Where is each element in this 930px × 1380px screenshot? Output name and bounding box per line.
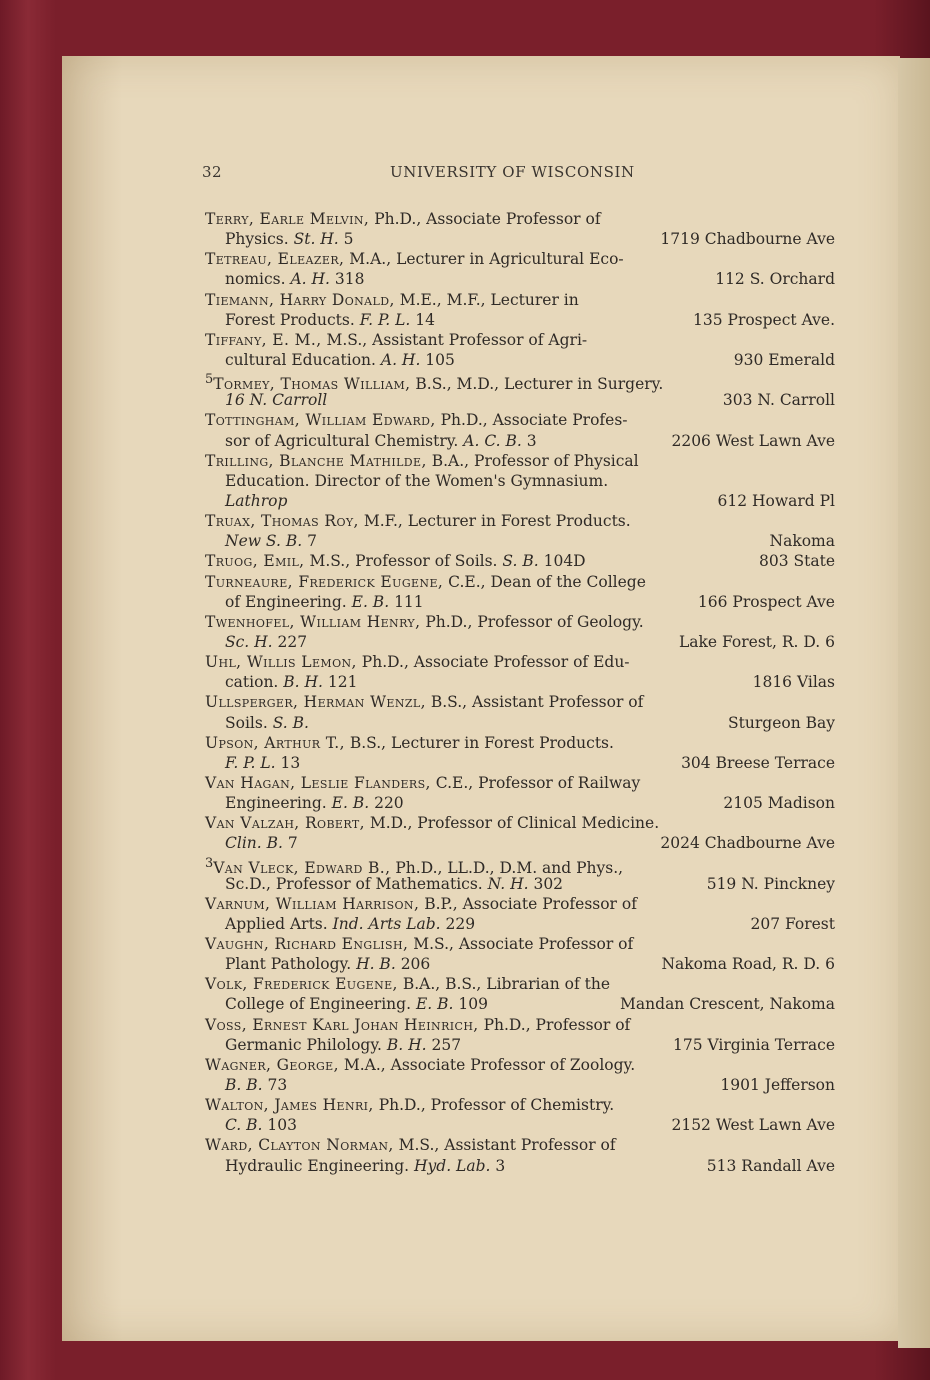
home-address: 2206 West Lawn Ave bbox=[671, 431, 835, 450]
entry-text bbox=[205, 1135, 616, 1155]
home-address: 519 N. Pinckney bbox=[706, 874, 835, 893]
footnote-marker: 3 bbox=[205, 855, 214, 871]
entry-name-line bbox=[205, 974, 835, 994]
entry-text bbox=[205, 934, 633, 954]
entry-text bbox=[225, 874, 563, 894]
entry-text bbox=[205, 894, 637, 914]
entry-text bbox=[225, 632, 307, 652]
entry-text bbox=[225, 310, 435, 330]
home-address: 2152 West Lawn Ave bbox=[671, 1116, 835, 1135]
person-name: Tiemann, Harry Donald, bbox=[205, 290, 395, 309]
entry-detail-line bbox=[205, 350, 835, 370]
entry-detail-line bbox=[205, 491, 835, 511]
person-name: Van Hagan, Leslie Flanders, bbox=[205, 773, 431, 792]
entry-text bbox=[205, 572, 646, 592]
office-room: 13 bbox=[275, 753, 301, 772]
office-room: 121 bbox=[323, 673, 358, 692]
entry-text bbox=[225, 491, 287, 511]
entry-text bbox=[225, 431, 537, 451]
entry-text bbox=[205, 551, 586, 571]
entry-text bbox=[225, 592, 424, 612]
home-address: 930 Emerald bbox=[733, 350, 835, 369]
entry-name-line bbox=[205, 894, 835, 914]
office-building: Hyd. Lab. bbox=[414, 1156, 491, 1175]
page-header bbox=[200, 160, 840, 186]
entry-detail-line bbox=[205, 713, 835, 733]
entry-detail-line bbox=[205, 471, 835, 491]
office-building: F. P. L. bbox=[359, 310, 411, 329]
entry-name-line bbox=[205, 733, 835, 753]
title-text: M.S., Professor of Soils. bbox=[304, 552, 503, 571]
entry-text bbox=[205, 652, 630, 672]
entry-text bbox=[225, 390, 327, 410]
office-room: 7 bbox=[282, 834, 298, 853]
home-address: 803 State bbox=[758, 552, 835, 571]
detail-text: Physics. bbox=[225, 230, 289, 249]
office-room: 220 bbox=[369, 794, 404, 813]
entry-name-line bbox=[205, 572, 835, 592]
entry-text bbox=[205, 813, 659, 833]
person-name: Varnum, William Harrison, bbox=[205, 894, 420, 913]
title-text: B.S., Lecturer in Forest Products. bbox=[344, 733, 614, 752]
entry-text bbox=[225, 793, 404, 813]
entry-name-line bbox=[205, 451, 835, 471]
entry-text bbox=[225, 1035, 461, 1055]
home-address: 1719 Chadbourne Ave bbox=[660, 230, 835, 249]
office-room: 227 bbox=[272, 632, 308, 651]
detail-text: Plant Pathology. bbox=[225, 955, 352, 974]
person-name: Terry, Earle Melvin, bbox=[205, 210, 370, 228]
entry-name-line bbox=[205, 290, 835, 310]
home-address: 1816 Vilas bbox=[752, 673, 835, 692]
title-text: M.D., Professor of Clinical Medicine. bbox=[364, 814, 660, 833]
detail-text: nomics. bbox=[225, 270, 286, 289]
office-room: 73 bbox=[262, 1076, 288, 1095]
office-room: 5 bbox=[338, 230, 354, 249]
office-building: B. H. bbox=[386, 1035, 427, 1054]
person-name: Volk, Frederick Eugene, bbox=[205, 975, 398, 994]
entry-detail-line bbox=[205, 672, 835, 692]
entry-detail-line bbox=[205, 229, 835, 249]
person-name: Tiffany, E. M., bbox=[205, 330, 322, 349]
office-room: 7 bbox=[302, 532, 317, 551]
title-text: M.A., Lecturer in Agricultural Eco- bbox=[344, 250, 624, 269]
title-text: B.P., Associate Professor of bbox=[419, 894, 637, 913]
office-building: S. B. bbox=[502, 552, 539, 571]
faculty-directory-list bbox=[205, 209, 835, 1176]
detail-text: of Engineering. bbox=[225, 592, 347, 611]
entry-detail-line bbox=[205, 531, 835, 551]
entry-detail-line bbox=[205, 269, 835, 289]
office-building: 16 N. Carroll bbox=[225, 391, 328, 410]
entry-text bbox=[205, 451, 639, 471]
office-building: Lathrop bbox=[225, 491, 288, 510]
person-name: Trilling, Blanche Mathilde, bbox=[205, 451, 427, 470]
home-address: 166 Prospect Ave bbox=[697, 592, 835, 611]
office-building: A. C. B. bbox=[463, 431, 522, 450]
detail-text: Sc.D., Professor of Mathematics. bbox=[225, 874, 483, 893]
office-room: 318 bbox=[329, 270, 365, 289]
person-name: Wagner, George, bbox=[205, 1055, 339, 1074]
home-address: 612 Howard Pl bbox=[717, 491, 835, 510]
page-gutter-shadow bbox=[62, 56, 122, 1341]
entry-name-line bbox=[205, 813, 835, 833]
office-building: B. H. bbox=[283, 673, 323, 692]
entry-text bbox=[205, 410, 628, 430]
detail-text: Germanic Philology. bbox=[225, 1035, 382, 1054]
office-building: F. P. L. bbox=[225, 753, 276, 772]
entry-text bbox=[205, 330, 587, 350]
detail-text: Applied Arts. bbox=[225, 914, 328, 933]
entry-detail-line bbox=[205, 632, 835, 652]
entry-detail-line bbox=[205, 753, 835, 773]
person-name: Van Valzah, Robert, bbox=[205, 814, 365, 833]
office-building: New S. B. bbox=[225, 532, 303, 551]
office-building: Ind. Arts Lab. bbox=[332, 914, 441, 933]
office-room: 103 bbox=[262, 1116, 297, 1135]
title-text: M.S., Assistant Professor of Agri- bbox=[321, 330, 588, 349]
footnote-marker: 5 bbox=[205, 372, 214, 388]
entry-detail-line bbox=[205, 1115, 835, 1135]
home-address: Nakoma bbox=[769, 532, 835, 551]
detail-text: sor of Agricultural Chemistry. bbox=[225, 431, 459, 450]
entry-name-line bbox=[205, 249, 835, 269]
person-name: Van Vleck, Edward B., bbox=[213, 858, 391, 877]
entry-text bbox=[205, 1015, 630, 1035]
entry-detail-line bbox=[205, 431, 835, 451]
detail-text: Forest Products. bbox=[225, 310, 355, 329]
entry-detail-line bbox=[205, 310, 835, 330]
person-name: Tetreau, Eleazer, bbox=[205, 250, 345, 269]
home-address: 112 S. Orchard bbox=[715, 270, 835, 289]
entry-name-line bbox=[205, 1095, 835, 1115]
home-address: 2024 Chadbourne Ave bbox=[660, 834, 835, 853]
entry-text bbox=[225, 914, 475, 934]
title-text: Ph.D., Professor of Chemistry. bbox=[373, 1096, 615, 1115]
entry-text bbox=[225, 471, 608, 491]
entry-name-line bbox=[205, 1015, 835, 1035]
office-room: 109 bbox=[453, 995, 488, 1014]
entry-name-line bbox=[205, 652, 835, 672]
office-building: E. B. bbox=[415, 995, 454, 1014]
home-address: 513 Randall Ave bbox=[706, 1156, 835, 1175]
entry-text bbox=[205, 612, 644, 632]
running-head: UNIVERSITY OF WISCONSIN bbox=[390, 163, 635, 181]
entry-text bbox=[205, 974, 610, 994]
office-room: 206 bbox=[395, 955, 431, 974]
home-address: 304 Breese Terrace bbox=[681, 753, 835, 772]
entry-text bbox=[205, 692, 643, 712]
person-name: Vaughn, Richard English, bbox=[205, 935, 409, 954]
home-address: 303 N. Carroll bbox=[722, 391, 835, 410]
entry-name-line bbox=[205, 410, 835, 430]
title-text: C.E., Dean of the College bbox=[443, 572, 646, 591]
office-room: 3 bbox=[521, 431, 537, 450]
entry-text bbox=[225, 954, 430, 974]
entry-text bbox=[225, 531, 317, 551]
entry-name-line bbox=[205, 1055, 835, 1075]
home-address: Mandan Crescent, Nakoma bbox=[620, 995, 835, 1014]
office-building: N. H. bbox=[487, 874, 529, 893]
title-text: B.A., Professor of Physical bbox=[426, 451, 639, 470]
detail-text: College of Engineering. bbox=[225, 995, 411, 1014]
detail-text: Soils. bbox=[225, 713, 268, 732]
person-name: Walton, James Henri, bbox=[205, 1096, 374, 1115]
title-text: B.A., B.S., Librarian of the bbox=[397, 975, 610, 994]
home-address: 175 Virginia Terrace bbox=[672, 1035, 835, 1054]
title-text: M.E., M.F., Lecturer in bbox=[394, 290, 579, 309]
detail-text: cultural Education. bbox=[225, 350, 376, 369]
person-name: Tottingham, William Edward, bbox=[205, 411, 436, 430]
entry-text bbox=[225, 350, 455, 370]
office-building: A. H. bbox=[290, 270, 330, 289]
entry-text bbox=[225, 713, 309, 733]
home-address: Nakoma Road, R. D. 6 bbox=[661, 955, 835, 974]
title-text: Ph.D., Associate Profes- bbox=[435, 411, 628, 430]
office-building: E. B. bbox=[331, 794, 370, 813]
home-address: 2105 Madison bbox=[723, 794, 835, 813]
title-text: Ph.D., Professor of Geology. bbox=[420, 612, 644, 631]
entry-detail-line bbox=[205, 793, 835, 813]
entry-name-line bbox=[205, 511, 835, 531]
office-room: 14 bbox=[410, 310, 435, 329]
office-room: 3 bbox=[490, 1156, 506, 1175]
entry-text bbox=[225, 229, 354, 249]
entry-name-line bbox=[205, 370, 835, 394]
office-room: 229 bbox=[440, 914, 476, 933]
detail-text: cation. bbox=[225, 673, 279, 692]
title-text: Ph.D., Associate Professor of bbox=[369, 210, 601, 228]
entry-detail-line bbox=[205, 874, 835, 894]
detail-text: Engineering. bbox=[225, 794, 327, 813]
office-building: S. B. bbox=[272, 713, 309, 732]
office-building: A. H. bbox=[380, 350, 421, 369]
entry-name-line bbox=[205, 330, 835, 350]
title-text: M.F., Lecturer in Forest Products. bbox=[358, 512, 631, 531]
entry-text bbox=[225, 269, 365, 289]
next-page-edge bbox=[898, 58, 930, 1348]
office-building: E. B. bbox=[351, 592, 390, 611]
person-name: Turneaure, Frederick Eugene, bbox=[205, 572, 444, 591]
entry-text bbox=[225, 1075, 287, 1095]
title-text: M.A., Associate Professor of Zoology. bbox=[338, 1055, 636, 1074]
entry-detail-line bbox=[205, 1075, 835, 1095]
entry-text bbox=[205, 249, 624, 269]
person-name: Truax, Thomas Roy, bbox=[205, 512, 359, 531]
home-address: Sturgeon Bay bbox=[728, 713, 835, 732]
person-name: Upson, Arthur T., bbox=[205, 733, 345, 752]
title-text: M.S., Assistant Professor of bbox=[393, 1136, 616, 1155]
entry-detail-line bbox=[205, 1035, 835, 1055]
home-address: 207 Forest bbox=[750, 914, 835, 933]
person-name: Uhl, Willis Lemon, bbox=[205, 653, 357, 672]
entry-text bbox=[205, 1055, 635, 1075]
office-room: 302 bbox=[528, 874, 564, 893]
office-building: St. H. bbox=[293, 230, 339, 249]
entry-name-line bbox=[205, 209, 835, 229]
entry-text bbox=[205, 209, 601, 229]
office-room: 257 bbox=[426, 1035, 462, 1054]
office-building: H. B. bbox=[356, 955, 396, 974]
person-name: Voss, Ernest Karl Johan Heinrich, bbox=[205, 1015, 479, 1034]
office-room: 111 bbox=[389, 592, 424, 611]
entry-text bbox=[205, 511, 631, 531]
entry-name-line bbox=[205, 854, 835, 877]
entry-name-line bbox=[205, 1135, 835, 1155]
entry-name-line bbox=[205, 612, 835, 632]
entry-detail-line bbox=[205, 1156, 835, 1176]
title-text: Ph.D., Professor of bbox=[478, 1015, 631, 1034]
home-address: 135 Prospect Ave. bbox=[693, 310, 835, 329]
entry-detail-line bbox=[205, 592, 835, 612]
title-text: B.S., Assistant Professor of bbox=[425, 693, 644, 712]
title-text: B.S., M.D., Lecturer in Surgery. bbox=[410, 375, 664, 394]
person-name: Ullsperger, Herman Wenzl, bbox=[205, 693, 426, 712]
person-name: Twenhofel, William Henry, bbox=[205, 612, 421, 631]
entry-text bbox=[225, 1115, 297, 1135]
entry-text bbox=[225, 753, 300, 773]
entry-name-line bbox=[205, 551, 835, 571]
office-building: B. B. bbox=[225, 1076, 263, 1095]
title-text: C.E., Professor of Railway bbox=[430, 773, 641, 792]
entry-detail-line bbox=[205, 994, 835, 1014]
entry-name-line bbox=[205, 934, 835, 954]
entry-name-line bbox=[205, 773, 835, 793]
entry-text bbox=[205, 733, 614, 753]
entry-text bbox=[225, 1156, 505, 1176]
entry-detail-line bbox=[205, 954, 835, 974]
office-building: Clin. B. bbox=[225, 834, 283, 853]
office-building: Sc. H. bbox=[225, 632, 273, 651]
office-room: 104D bbox=[538, 552, 586, 571]
entry-text bbox=[225, 833, 298, 853]
person-name: Truog, Emil, bbox=[205, 552, 305, 571]
entry-detail-line bbox=[205, 833, 835, 853]
home-address: Lake Forest, R. D. 6 bbox=[679, 632, 835, 651]
office-room: 105 bbox=[420, 350, 455, 369]
entry-text bbox=[205, 1095, 614, 1115]
page-number: 32 bbox=[202, 163, 223, 181]
entry-text bbox=[225, 994, 488, 1014]
title-text: Ph.D., Associate Professor of Edu- bbox=[356, 653, 630, 672]
entry-name-line bbox=[205, 692, 835, 712]
person-name: Ward, Clayton Norman, bbox=[205, 1136, 394, 1155]
office-building: C. B. bbox=[225, 1116, 263, 1135]
title-text: Ph.D., LL.D., D.M. and Phys., bbox=[390, 858, 624, 877]
detail-text: Hydraulic Engineering. bbox=[225, 1156, 410, 1175]
entry-detail-line bbox=[205, 914, 835, 934]
entry-text bbox=[205, 290, 579, 310]
person-name: Tormey, Thomas William, bbox=[213, 375, 411, 394]
detail-text: Education. Director of the Women's Gymnasium. bbox=[225, 471, 609, 490]
entry-text bbox=[225, 672, 358, 692]
entry-text bbox=[205, 773, 640, 793]
title-text: M.S., Associate Professor of bbox=[408, 935, 634, 954]
home-address: 1901 Jefferson bbox=[720, 1076, 835, 1095]
